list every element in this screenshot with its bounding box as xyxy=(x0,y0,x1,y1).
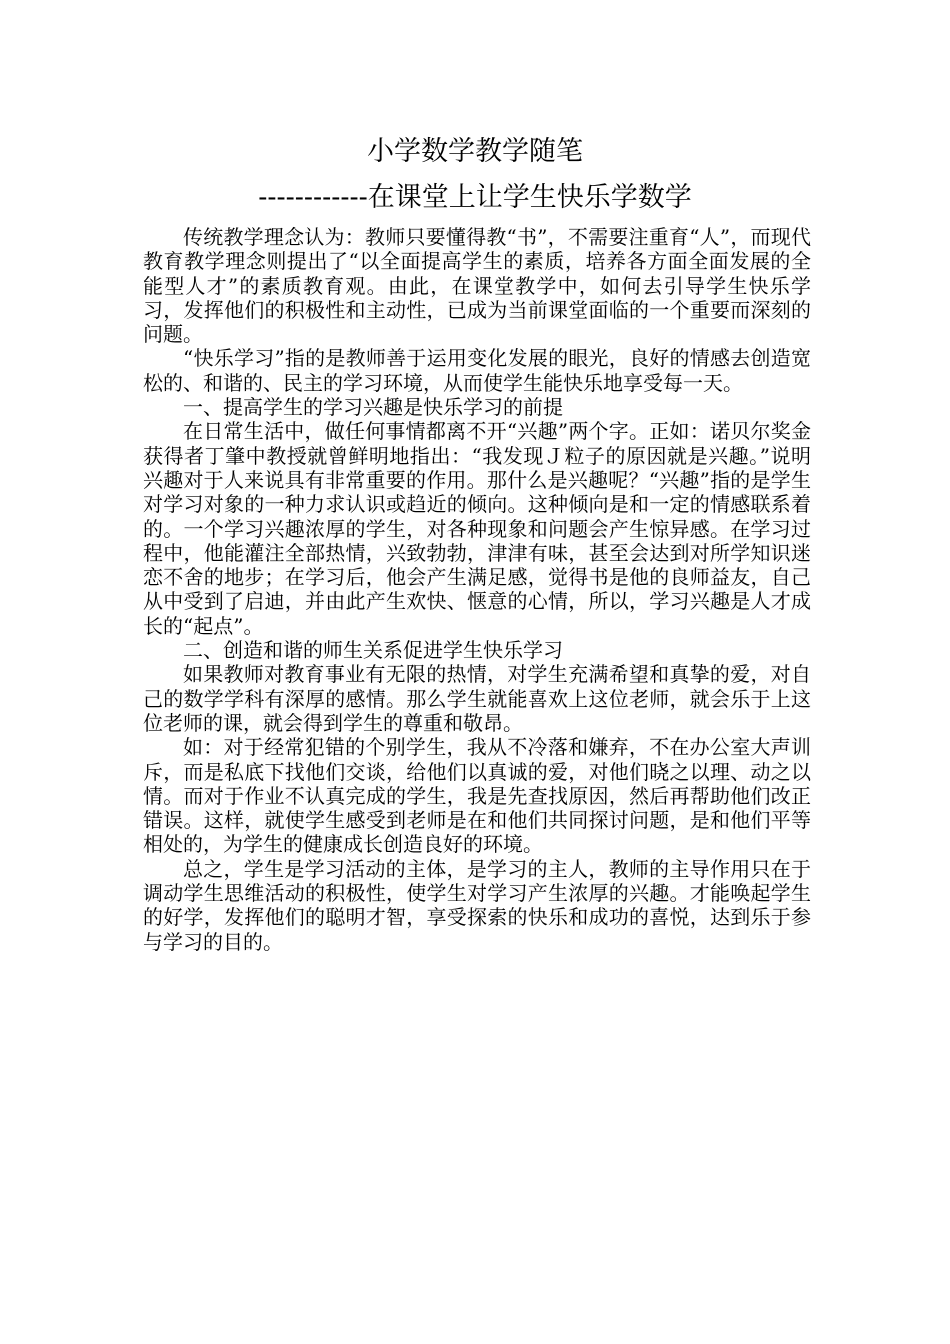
paragraph-conclusion: 总之，学生是学习活动的主体，是学习的主人，教师的主导作用只在于调动学生思维活动的积极性，使学生对学习产生浓厚的兴趣。才能唤起学生的好学，发挥他们的聪明才智，享受探索的快乐和成功的喜悦，达到乐于参与学习的目的。 xyxy=(143,856,811,954)
page-subtitle: ------------在课堂上让学生快乐学数学 xyxy=(258,182,692,213)
paragraph-interest: 在日常生活中，做任何事情都离不开“兴趣”两个字。正如：诺贝尔奖金获得者丁肇中教授就曾鲜明地指出：“我发现Ｊ粒子的原因就是兴趣。”说明兴趣对于人来说具有非常重要的作用。那什么是兴趣呢？“兴趣”指的是学生对学习对象的一种力求认识或趋近的倾向。这种倾向是和一定的情感联系着的。一个学习兴趣浓厚的学生，对各种现象和问题会产生惊异感。在学习过程中，他能灌注全部热情，兴致勃勃，津津有味，甚至会达到对所学知识迷恋不舍的地步；在学习后，他会产生满足感，觉得书是他的良师益友，自己从中受到了启迪，并由此产生欢快、惬意的心情，所以，学习兴趣是人才成长的“起点”。 xyxy=(143,419,811,638)
document-body xyxy=(143,225,811,954)
section-heading-2: 二、创造和谐的师生关系促进学生快乐学习 xyxy=(183,638,563,663)
paragraph-teacher-passion: 如果教师对教育事业有无限的热情，对学生充满希望和真挚的爱，对自己的数学学科有深厚的感情。那么学生就能喜欢上这位老师，就会乐于上这位老师的课，就会得到学生的尊重和敬昂。 xyxy=(143,662,811,735)
paragraph-definition: “快乐学习”指的是教师善于运用变化发展的眼光，良好的情感去创造宽松的、和谐的、民主的学习环境，从而使学生能快乐地享受每一天。 xyxy=(143,346,811,395)
paragraph-example: 如：对于经常犯错的个别学生，我从不冷落和嫌弃，不在办公室大声训斥，而是私底下找他们交谈，给他们以真诚的爱，对他们晓之以理、动之以情。而对于作业不认真完成的学生，我是先查找原因，然后再帮助他们改正错误。这样，就使学生感受到老师是在和他们共同探讨问题，是和他们平等相处的，为学生的健康成长创造良好的环境。 xyxy=(143,735,811,857)
page-title: 小学数学教学随笔 xyxy=(367,136,583,167)
paragraph-intro: 传统教学理念认为：教师只要懂得教“书”，不需要注重育“人”，而现代教育教学理念则提出了“以全面提高学生的素质，培养各方面全面发展的全能型人才”的素质教育观。由此，在课堂教学中，如何去引导学生快乐学习，发挥他们的积极性和主动性，已成为当前课堂面临的一个重要而深刻的问题。 xyxy=(143,225,811,347)
section-heading-1: 一、提高学生的学习兴趣是快乐学习的前提 xyxy=(183,395,563,420)
